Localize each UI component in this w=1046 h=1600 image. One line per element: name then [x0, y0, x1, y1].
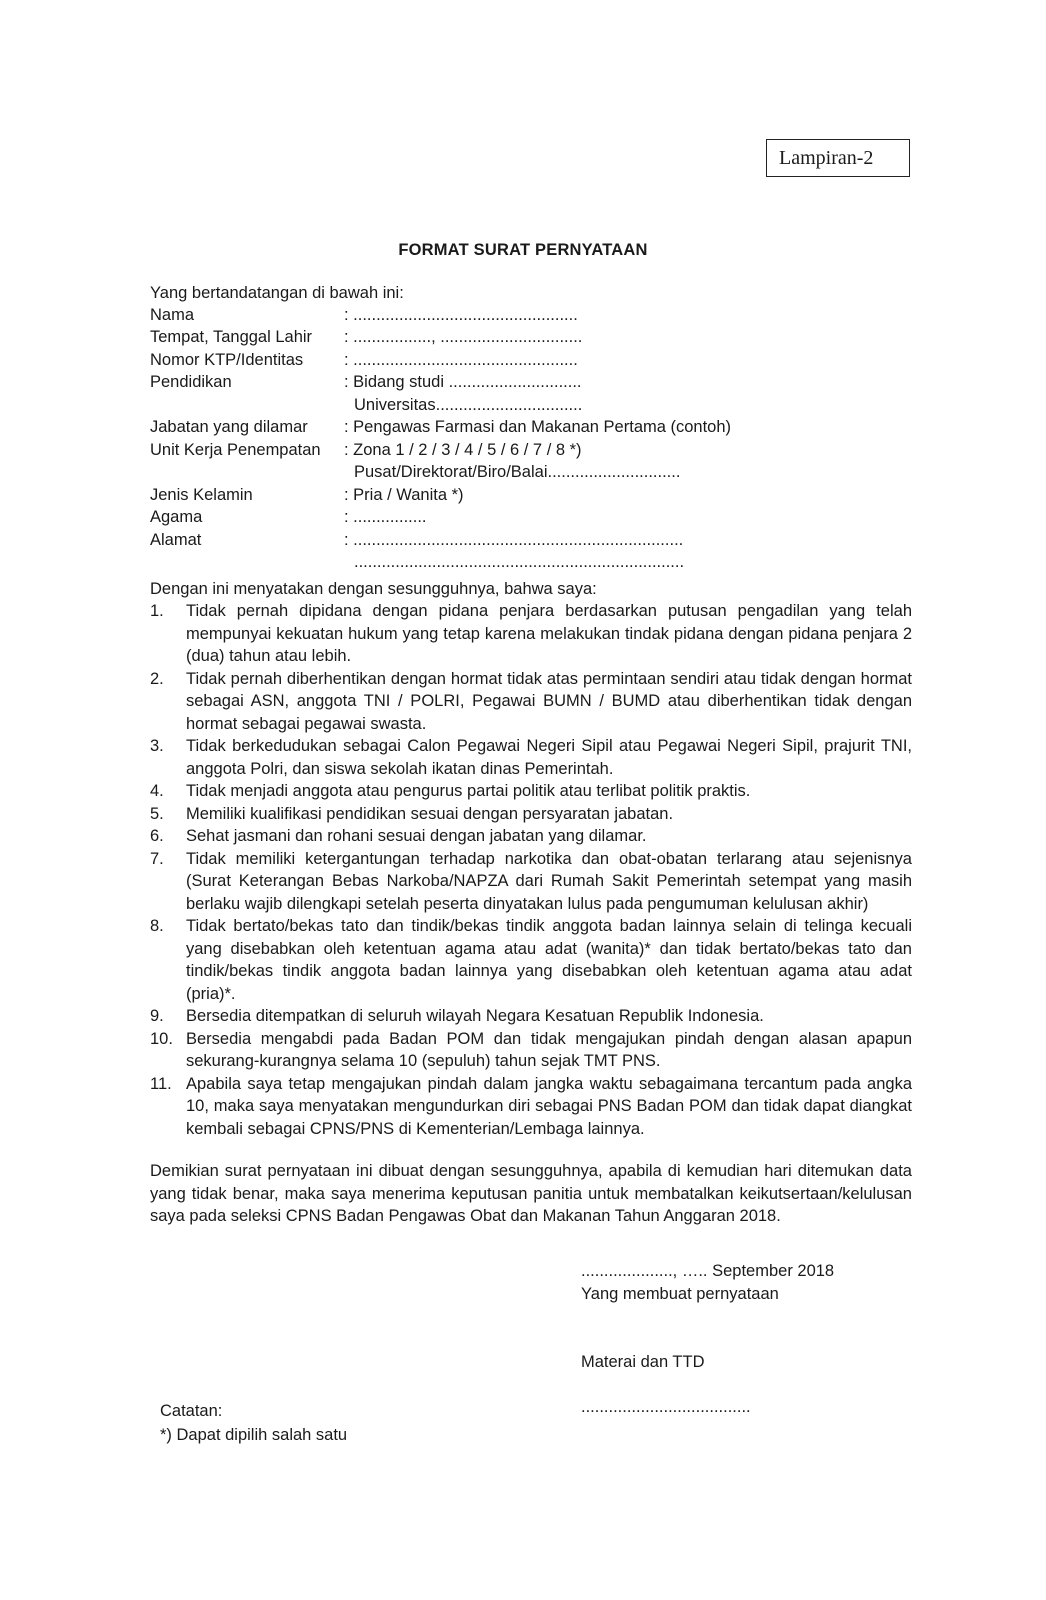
field-value: : Bidang studi ............................. — [344, 373, 582, 391]
field-value: : Pengawas Farmasi dan Makanan Pertama (contoh) — [344, 418, 732, 436]
field-label: Alamat — [150, 531, 202, 549]
item-number: 5. — [150, 804, 164, 823]
note-text: *) Dapat dipilih salah satu — [160, 1426, 348, 1444]
list-item — [150, 803, 912, 826]
field-value: : ................................................. — [344, 306, 578, 324]
field-label: Nama — [150, 306, 195, 324]
field-value: : ................ — [344, 508, 427, 526]
statement-intro: Dengan ini menyatakan dengan sesungguhnya, bahwa saya: — [150, 580, 597, 598]
field-value: : ................., ............................... — [344, 328, 583, 346]
list-item — [150, 1028, 912, 1073]
signature-line: ..................................... — [581, 1398, 751, 1416]
item-number: 7. — [150, 849, 164, 868]
list-item — [150, 825, 912, 848]
field-label: Tempat, Tanggal Lahir — [150, 328, 313, 346]
list-item — [150, 780, 912, 803]
item-text: Tidak pernah dipidana dengan pidana penjara berdasarkan putusan pengadilan yang telah mempunyai kekuatan hukum yang tetap karena melakukan tindak pidana dengan pidana penjara 2 (dua) tahun atau lebih. — [186, 602, 912, 665]
list-item — [150, 848, 912, 916]
list-item — [150, 735, 912, 780]
signature-maker: Yang membuat pernyataan — [581, 1285, 779, 1303]
item-text: Tidak berkedudukan sebagai Calon Pegawai Negeri Sipil atau Pegawai Negeri Sipil, prajurit TNI, anggota Polri, dan siswa sekolah ikatan dinas Pemerintah. — [186, 737, 912, 778]
field-label: Agama — [150, 508, 203, 526]
item-number: 9. — [150, 1007, 164, 1025]
field-label: Nomor KTP/Identitas — [150, 351, 304, 369]
lampiran-label: Lampiran-2 — [779, 146, 874, 169]
item-text: Tidak menjadi anggota atau pengurus partai politik atau terlibat politik praktis. — [186, 782, 751, 800]
item-number: 11. — [150, 1074, 172, 1093]
item-text: Memiliki kualifikasi pendidikan sesuai dengan persyaratan jabatan. — [186, 804, 674, 823]
item-number: 6. — [150, 827, 164, 845]
intro-text: Yang bertandatangan di bawah ini: — [150, 284, 404, 302]
signature-materai: Materai dan TTD — [581, 1353, 705, 1371]
list-item — [150, 600, 912, 668]
note-label: Catatan: — [160, 1402, 223, 1420]
item-number: 10. — [150, 1029, 173, 1048]
signature-date: ...................., ….. September 2018 — [581, 1262, 835, 1280]
item-number: 3. — [150, 737, 164, 755]
field-label: Jenis Kelamin — [150, 486, 253, 504]
field-value-continued: Universitas................................ — [354, 396, 583, 414]
field-value-continued: Pusat/Direktorat/Biro/Balai............................. — [354, 463, 681, 481]
closing-paragraph: Demikian surat pernyataan ini dibuat dengan sesungguhnya, apabila di kemudian hari ditemukan data yang tidak benar, maka saya menerima keputusan panitia untuk membatalkan keikutsertaan/kelulusan saya pada seleksi CPNS Badan Pengawas Obat dan Makanan Tahun Anggaran 2018. — [150, 1162, 912, 1225]
item-number: 1. — [150, 602, 164, 620]
list-item — [150, 668, 912, 736]
field-value: : Pria / Wanita *) — [344, 486, 464, 504]
field-value: : ................................................. — [344, 351, 578, 369]
field-label: Jabatan yang dilamar — [150, 418, 308, 436]
statement-list — [150, 600, 912, 1140]
item-number: 2. — [150, 669, 164, 688]
item-text: Sehat jasmani dan rohani sesuai dengan jabatan yang dilamar. — [186, 827, 647, 845]
item-text: Tidak memiliki ketergantungan terhadap narkotika dan obat-obatan terlarang atau sejenisnya (Surat Keterangan Bebas Narkoba/NAPZA dari Rumah Sakit Pemerintah setempat yang masih berlaku wajib dilengkapi setelah peserta dinyatakan lulus pada pengumuman kelulusan akhir) — [186, 849, 912, 913]
item-text: Bersedia mengabdi pada Badan POM dan tidak mengajukan pindah dengan alasan apapun sekurang-kurangnya selama 10 (sepuluh) tahun sejak TMT PNS. — [186, 1029, 912, 1070]
item-text: Tidak pernah diberhentikan dengan hormat tidak atas permintaan sendiri atau tidak dengan hormat sebagai ASN, anggota TNI / POLRI, Pegawai BUMN / BUMD atau diberhentikan tidak dengan hormat sebagai pegawai swasta. — [186, 669, 912, 733]
field-value: : Zona 1 / 2 / 3 / 4 / 5 / 6 / 7 / 8 *) — [344, 441, 582, 459]
list-item — [150, 1073, 912, 1141]
lampiran-box — [766, 139, 910, 177]
field-label: Pendidikan — [150, 373, 232, 391]
item-number: 4. — [150, 782, 164, 800]
item-number: 8. — [150, 917, 164, 935]
field-value: : ........................................................................ — [344, 531, 684, 549]
field-value-continued: ........................................................................ — [354, 553, 685, 571]
field-label: Unit Kerja Penempatan — [150, 441, 321, 459]
item-text: Apabila saya tetap mengajukan pindah dalam jangka waktu sebagaimana tercantum pada angka 10, maka saya menyatakan mengundurkan diri sebagai PNS Badan POM dan tidak dapat diangkat kembali sebagai CPNS/PNS di Kementerian/Lembaga lainnya. — [186, 1074, 912, 1138]
document-title: FORMAT SURAT PERNYATAAN — [398, 241, 648, 259]
list-item — [150, 915, 912, 1005]
item-text: Tidak bertato/bekas tato dan tindik/bekas tindik anggota badan lainnya selain di telinga kecuali yang disebabkan oleh ketentuan agama atau adat (wanita)* dan tidak bertato/bekas tato dan tindik/bekas tindik anggota badan lainnya yang disebabkan oleh ketentuan agama atau adat (pria)*. — [186, 917, 912, 1003]
item-text: Bersedia ditempatkan di seluruh wilayah Negara Kesatuan Republik Indonesia. — [186, 1007, 764, 1025]
list-item — [150, 1005, 912, 1028]
